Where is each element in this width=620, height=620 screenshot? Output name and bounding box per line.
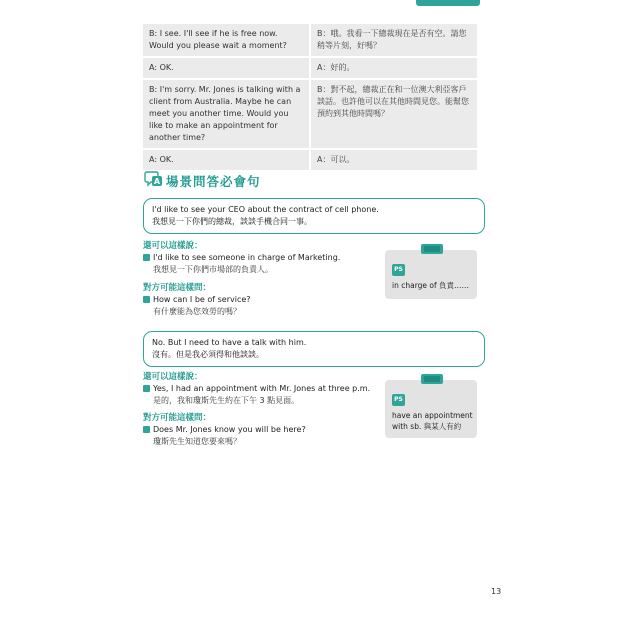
reply-item: [143, 294, 251, 318]
bullet-icon: [143, 385, 150, 392]
ps-text-line-2: with sb. 與某人有約: [392, 422, 462, 431]
alt-en: Yes, I had an appointment with Mr. Jones at three p.m.: [153, 384, 371, 393]
alt-label: 還可以這樣說：: [143, 372, 203, 382]
note-clip-icon: [421, 374, 443, 384]
alt-zh: 我想見一下你們市場部的負責人。: [153, 265, 273, 274]
reply-label: 對方可能這樣問：: [143, 413, 212, 423]
ps-badge: PS: [392, 264, 405, 276]
dialog-zh: A：可以。: [310, 149, 477, 171]
ps-text: in charge of 負責……: [392, 281, 470, 290]
phrase-en: I'd like to see your CEO about the contract of cell phone.: [152, 205, 379, 214]
reply-item: [143, 424, 306, 448]
alt-item: [143, 383, 370, 407]
dialog-en: B: I'm sorry. Mr. Jones is talking with a client from Australia. Maybe he can meet you another time. Would you like to make an appointment for another time?: [143, 79, 310, 149]
phrase-box: [143, 198, 485, 234]
reply-en: Does Mr. Jones know you will be here?: [153, 425, 306, 434]
bullet-icon: [143, 426, 150, 433]
section-title: 場景問答必會句: [166, 174, 261, 189]
dialog-en: A: OK.: [143, 57, 310, 79]
ps-note: [385, 380, 477, 438]
header-tab-mark: [416, 0, 480, 6]
ps-note: [385, 250, 477, 299]
svg-text:A: A: [153, 177, 161, 186]
dialog-zh: A：好的。: [310, 57, 477, 79]
note-clip-icon: [421, 244, 443, 254]
alt-zh: 是的，我和瓊斯先生約在下午 3 點見面。: [153, 396, 300, 405]
dialog-table: [143, 24, 477, 172]
bullet-icon: [143, 254, 150, 261]
page-number: 13: [491, 587, 502, 596]
speech-bubble-a-icon: [143, 171, 163, 188]
reply-zh: 有什麼能為您效勞的嗎？: [153, 307, 241, 316]
reply-zh: 瓊斯先生知道您要來嗎？: [153, 437, 241, 446]
dialog-row: [143, 57, 477, 79]
dialog-en: A: OK.: [143, 149, 310, 171]
ps-badge: PS: [392, 394, 405, 406]
alt-label: 還可以這樣說：: [143, 241, 203, 251]
reply-en: How can I be of service?: [153, 295, 251, 304]
alt-en: I'd like to see someone in charge of Marketing.: [153, 253, 341, 262]
ps-text-line-1: have an appointment: [392, 411, 473, 420]
phrase-zh: 我想見一下你們的總裁，談談手機合同一事。: [152, 217, 312, 226]
dialog-en: B: I see. I'll see if he is free now. Would you please wait a moment?: [143, 24, 310, 57]
bullet-icon: [143, 296, 150, 303]
alt-item: [143, 252, 340, 276]
dialog-zh: B：哦。我看一下總裁現在是否有空。請您稍等片刻，好嗎？: [310, 24, 477, 57]
phrase-en: No. But I need to have a talk with him.: [152, 338, 307, 347]
phrase-box: [143, 331, 485, 367]
dialog-row: [143, 79, 477, 149]
dialog-row: [143, 24, 477, 57]
reply-label: 對方可能這樣問：: [143, 283, 212, 293]
dialog-row: [143, 149, 477, 171]
phrase-zh: 沒有。但是我必須得和他談談。: [152, 350, 264, 359]
dialog-zh: B：對不起，總裁正在和一位澳大利亞客戶談話。也許他可以在其他時間見您。能幫您預約到其他時間嗎？: [310, 79, 477, 149]
